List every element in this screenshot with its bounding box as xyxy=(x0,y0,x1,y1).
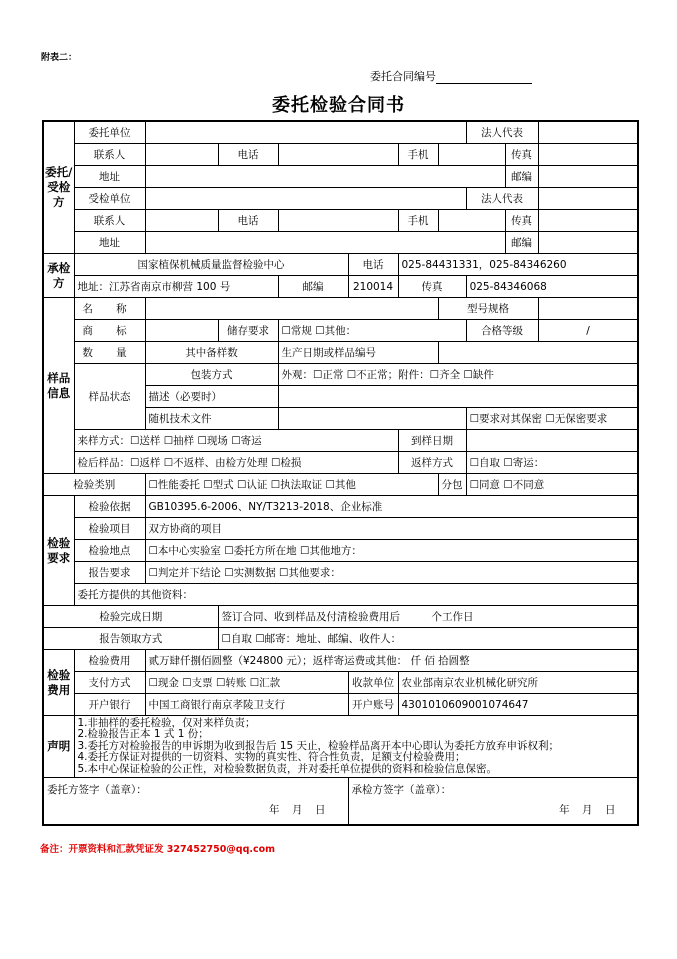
address-label: 地址 xyxy=(74,166,145,188)
payee-label: 收款单位 xyxy=(348,672,398,694)
requirement-section-label: 检验要求 xyxy=(43,496,74,606)
inspected-address-field[interactable] xyxy=(145,232,505,254)
annex-label: 附表二： xyxy=(41,53,78,63)
subcontract-options[interactable]: ☐同意 ☐不同意 xyxy=(466,474,638,496)
client-signature-date: 年 月 日 xyxy=(269,804,327,817)
return-method-label: 返样方式 xyxy=(398,452,466,474)
location-options[interactable]: ☐本中心实验室 ☐委托方所在地 ☐其他地方： xyxy=(145,540,638,562)
grade-value: / xyxy=(538,320,638,342)
page-title: 委托检验合同书 xyxy=(272,95,405,116)
undertaker-fax-label: 传真 xyxy=(398,276,466,298)
inspected-contact-field[interactable] xyxy=(145,210,218,232)
sampling-method-options[interactable]: 来样方式：☐送样 ☐抽样 ☐现场 ☐寄运 xyxy=(74,430,398,452)
client-signature-label: 委托方签字（盖章）： xyxy=(47,784,147,797)
model-label: 型号规格 xyxy=(438,298,538,320)
undertaker-address: 地址：江苏省南京市柳营 100 号 xyxy=(74,276,278,298)
appearance-options[interactable]: 外观：☐正常 ☐不正常；附件：☐齐全 ☐缺件 xyxy=(278,364,638,386)
mobile-field[interactable] xyxy=(438,144,505,166)
contract-number-label: 委托合同编号 xyxy=(370,70,436,83)
secrecy-options[interactable]: ☐要求对其保密 ☐无保密要求 xyxy=(466,408,638,430)
inspected-mobile-field[interactable] xyxy=(438,210,505,232)
contact-label: 联系人 xyxy=(74,144,145,166)
declaration-line: 1.非抽样的委托检验，仅对来样负责； xyxy=(77,717,256,729)
postcode-label: 邮编 xyxy=(505,166,538,188)
inspected-legal-rep-label: 法人代表 xyxy=(466,188,538,210)
brand-label: 商 标 xyxy=(74,320,145,342)
subcontract-label: 分包 xyxy=(438,474,466,496)
basis-label: 检验依据 xyxy=(74,496,145,518)
sample-section-label: 样品信息 xyxy=(43,298,74,474)
inspected-address-label: 地址 xyxy=(74,232,145,254)
account-value: 4301010609001074647 xyxy=(398,694,638,716)
undertaker-section-label: 承检方 xyxy=(43,254,74,298)
sample-state-label: 样品状态 xyxy=(74,364,145,430)
category-label: 检验类别 xyxy=(43,474,145,496)
declaration-line: 4.委托方保证对提供的一切资料、实物的真实性、符合性负责，足额支付检验费用； xyxy=(77,751,466,764)
client-unit-field[interactable] xyxy=(145,121,466,144)
party-section-label: 委托/受检方 xyxy=(43,121,74,254)
undertaker-signature-label: 承检方签字（盖章）： xyxy=(351,784,452,797)
legal-rep-field[interactable] xyxy=(538,121,638,144)
other-info-field[interactable]: 委托方提供的其他资料： xyxy=(74,584,638,606)
undertaker-postcode-label: 邮编 xyxy=(278,276,348,298)
production-date-field[interactable] xyxy=(438,342,638,364)
inspected-phone-label: 电话 xyxy=(218,210,278,232)
storage-options[interactable]: ☐常规 ☐其他： xyxy=(278,320,466,342)
completion-label: 检验完成日期 xyxy=(43,606,218,628)
brand-field[interactable] xyxy=(145,320,218,342)
inspected-phone-field[interactable] xyxy=(278,210,398,232)
mobile-label: 手机 xyxy=(398,144,438,166)
inspected-postcode-label: 邮编 xyxy=(505,232,538,254)
undertaker-name: 国家植保机械质量监督检验中心 xyxy=(74,254,348,276)
inspected-legal-rep-field[interactable] xyxy=(538,188,638,210)
declaration-line: 3.委托方对检验报告的申诉期为收到报告后 15 天止，检验样品离开本中心即认为委托方放弃申诉权利； xyxy=(77,739,560,752)
fee-section-label: 检验费用 xyxy=(43,650,74,716)
bank-value: 中国工商银行南京孝陵卫支行 xyxy=(145,694,348,716)
description-label: 描述（必要时） xyxy=(145,386,278,408)
items-value: 双方协商的项目 xyxy=(145,518,638,540)
phone-label: 电话 xyxy=(218,144,278,166)
declaration-text xyxy=(74,716,638,778)
payment-label: 支付方式 xyxy=(74,672,145,694)
report-pickup-options[interactable]: ☐自取 ☐邮寄：地址、邮编、收件人： xyxy=(218,628,638,650)
address-field[interactable] xyxy=(145,166,505,188)
backup-sample-label: 其中备样数 xyxy=(145,342,278,364)
basis-value: GB10395.6-2006、NY/T3213-2018、企业标准 xyxy=(145,496,638,518)
report-pickup-label: 报告领取方式 xyxy=(43,628,218,650)
tech-docs-field[interactable] xyxy=(278,408,466,430)
sample-name-label: 名 称 xyxy=(74,298,145,320)
inspected-unit-field[interactable] xyxy=(145,188,466,210)
contract-number xyxy=(370,68,532,84)
return-method-options[interactable]: ☐自取 ☐寄运： xyxy=(466,452,638,474)
inspected-contact-label: 联系人 xyxy=(74,210,145,232)
contact-field[interactable] xyxy=(145,144,218,166)
client-signature[interactable] xyxy=(43,778,348,826)
declaration-section-label: 声明 xyxy=(43,716,74,778)
description-field[interactable] xyxy=(278,386,638,408)
inspected-fax-label: 传真 xyxy=(505,210,538,232)
undertaker-signature-date: 年 月 日 xyxy=(559,804,617,817)
footnote: 备注：开票资料和汇款凭证发 327452750@qq.com xyxy=(40,844,276,855)
payment-options[interactable]: ☐现金 ☐支票 ☐转账 ☐汇款 xyxy=(145,672,348,694)
category-options[interactable]: ☐性能委托 ☐型式 ☐认证 ☐执法取证 ☐其他 xyxy=(145,474,438,496)
packing-label: 包装方式 xyxy=(145,364,278,386)
fee-value: 贰万肆仟捌佰圆整（¥24800 元）；返样寄运费或其他： 仟 佰 拾圆整 xyxy=(145,650,638,672)
phone-field[interactable] xyxy=(278,144,398,166)
production-date-label: 生产日期或样品编号 xyxy=(278,342,438,364)
declaration-line: 5.本中心保证检验的公正性，对检验数据负责，并对委托单位提供的资料和检验信息保密。 xyxy=(77,762,498,775)
arrival-date-label: 到样日期 xyxy=(398,430,466,452)
quantity-label: 数 量 xyxy=(74,342,145,364)
undertaker-postcode-value: 210014 xyxy=(348,276,398,298)
client-unit-label: 委托单位 xyxy=(74,121,145,144)
postcode-field[interactable] xyxy=(538,166,638,188)
location-label: 检验地点 xyxy=(74,540,145,562)
undertaker-phone-value: 025-84431331，025-84346260 xyxy=(398,254,638,276)
contract-number-field[interactable] xyxy=(436,71,532,84)
report-req-label: 报告要求 xyxy=(74,562,145,584)
fax-label: 传真 xyxy=(505,144,538,166)
declaration-line: 2.检验报告正本 1 式 1 份； xyxy=(77,728,209,741)
model-field[interactable] xyxy=(538,298,638,320)
grade-label: 合格等级 xyxy=(466,320,538,342)
sample-name-field[interactable] xyxy=(145,298,438,320)
contract-form xyxy=(42,120,639,826)
tech-docs-label: 随机技术文件 xyxy=(145,408,278,430)
payee-value: 农业部南京农业机械化研究所 xyxy=(398,672,638,694)
inspected-mobile-label: 手机 xyxy=(398,210,438,232)
items-label: 检验项目 xyxy=(74,518,145,540)
inspected-unit-label: 受检单位 xyxy=(74,188,145,210)
completion-value: 签订合同、收到样品及付清检验费用后 个工作日 xyxy=(218,606,638,628)
fee-label: 检验费用 xyxy=(74,650,145,672)
storage-label: 储存要求 xyxy=(218,320,278,342)
account-label: 开户账号 xyxy=(348,694,398,716)
undertaker-phone-label: 电话 xyxy=(348,254,398,276)
inspected-fax-field[interactable] xyxy=(538,210,638,232)
inspected-postcode-field[interactable] xyxy=(538,232,638,254)
fax-field[interactable] xyxy=(538,144,638,166)
arrival-date-field[interactable] xyxy=(466,430,638,452)
report-req-options[interactable]: ☐判定并下结论 ☐实测数据 ☐其他要求： xyxy=(145,562,638,584)
undertaker-fax-value: 025-84346068 xyxy=(466,276,638,298)
post-sample-options[interactable]: 检后样品：☐返样 ☐不返样、由检方处理 ☐检损 xyxy=(74,452,398,474)
bank-label: 开户银行 xyxy=(74,694,145,716)
legal-rep-label: 法人代表 xyxy=(466,121,538,144)
undertaker-signature[interactable] xyxy=(348,778,638,826)
